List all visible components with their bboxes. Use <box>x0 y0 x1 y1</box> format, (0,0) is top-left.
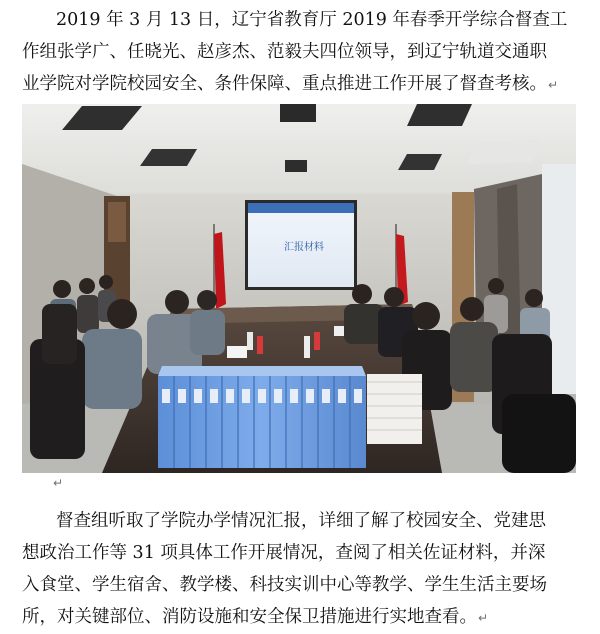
paragraph-mark: ↵ <box>548 78 559 92</box>
empty-paragraph-mark: ↵ <box>53 476 64 490</box>
paragraph-1-line-1: 2019 年 3 月 13 日，辽宁省教育厅 2019 年春季开学综合督查工 <box>56 10 568 30</box>
paragraph-2-line-4: 所，对关键部位、消防设施和安全保卫措施进行实地查看。↵ <box>22 607 489 627</box>
meeting-photo <box>22 104 576 473</box>
projector-screen-title: 汇报材料 <box>284 242 324 253</box>
paragraph-1-line-2: 作组张学广、任晓光、赵彦杰、范毅夫四位领导，到辽宁轨道交通职 <box>22 42 547 62</box>
paragraph-2-line-3: 入食堂、学生宿舍、教学楼、科技实训中心等教学、学生生活主要场 <box>22 575 547 595</box>
paragraph-mark: ↵ <box>478 611 489 625</box>
paragraph-1-line-3: 业学院对学院校园安全、条件保障、重点推进工作开展了督查考核。↵ <box>22 74 559 94</box>
paragraph-2-line-1: 督查组听取了学院办学情况汇报，详细了解了校园安全、党建思 <box>56 511 546 531</box>
paragraph-2-line-2: 想政治工作等 31 项具体工作开展情况，查阅了相关佐证材料，并深 <box>22 543 546 563</box>
